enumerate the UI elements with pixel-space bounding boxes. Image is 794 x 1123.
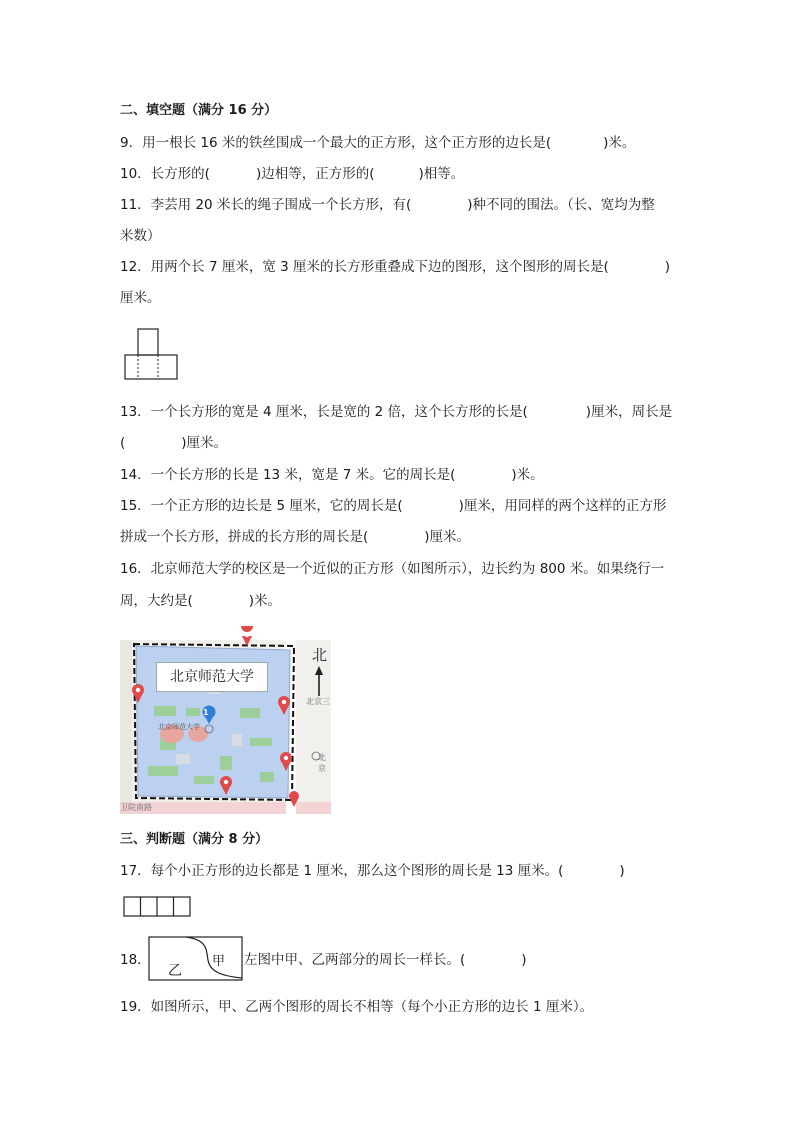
north-arrow-head [315,666,323,675]
q14-text-end: )米。 [511,467,544,483]
question-15 [120,497,666,515]
question-13-cont [120,434,227,452]
campus-map [120,626,331,814]
q18-text: 左图中甲、乙两部分的周长一样长。( [244,952,466,968]
q10-text-end: )相等。 [418,166,465,182]
question-12-cont: 厘米。 [120,290,161,306]
q13-text: 13．一个长方形的宽是 4 厘米，长是宽的 2 倍，这个长方形的长是( [120,404,528,420]
question-17 [120,862,625,880]
question-15-cont [120,528,470,546]
jia-label: 甲 [212,954,226,969]
question-10 [120,165,464,183]
q11-text-end: )种不同的围法。（长、宽均为整 [467,197,655,213]
q15-text-end: )厘米，用同样的两个这样的正方形 [458,498,667,514]
campus-map-text: 北京师范大学 [158,723,200,731]
map-marker-icon [241,626,253,646]
jia-yi-figure [148,936,244,982]
q14-text: 14．一个长方形的长是 13 米，宽是 7 米。它的周长是( [120,467,456,483]
green-block [148,766,178,776]
q15-text-end2: )厘米。 [424,529,471,545]
question-11-cont: 米数） [120,228,161,244]
yi-label: 乙 [168,963,182,979]
road-top [120,626,331,640]
question-12 [120,258,670,276]
marker-number: 1 [203,708,209,717]
top-rect-part [138,329,158,355]
jia-yi-shape [148,936,244,982]
question-16: 16．北京师范大学的校区是一个近似的正方形（如图所示），边长约为 800 米。如果绕行一 [120,561,665,577]
green-block [240,708,260,718]
road-label-bottom: 卫院南路 [120,803,152,812]
question-19: 19．如图所示，甲、乙两个图形的周长不相等（每个小正方形的边长 1 厘米）。 [120,999,594,1015]
question-16-cont [120,592,281,610]
bottom-rect [125,355,177,379]
four-squares-figure [123,896,193,918]
road-label-right-2: 北京 [318,753,326,773]
map-graphic [120,626,331,814]
question-11 [120,196,655,214]
road-label-right: 北京三 [306,697,330,706]
q12-text: 12．用两个长 7 厘米，宽 3 厘米的长方形重叠成下边的图形，这个图形的周长是( [120,259,609,275]
map-label-box: 北京师范大学 [156,662,268,692]
q15-text-2: 拼成一个长方形，拼成的长方形的周长是( [120,529,369,545]
q17-text: 17．每个小正方形的边长都是 1 厘米，那么这个图形的周长是 13 厘米。( [120,863,564,879]
q10-text-mid: )边相等，正方形的( [255,166,375,182]
outer-rect [149,937,242,980]
building-block [232,734,242,746]
section2-title: 二、填空题（满分 16 分） [120,103,278,118]
green-block [154,706,176,716]
q9-text: 9．用一根长 16 米的铁丝围成一个最大的正方形，这个正方形的边长是( [120,135,552,151]
green-block [194,776,214,784]
q12-paren: ) [664,259,671,275]
green-block [250,738,272,746]
question-13 [120,403,672,421]
overlap-rectangles-figure [124,328,180,382]
road-left [120,640,132,802]
q16-text-end: )米。 [248,593,282,609]
q13-paren-open: ( [120,435,126,451]
question-18-num: 18． [120,952,151,968]
question-18 [244,951,527,969]
q16-text: 周，大约是( [120,593,193,609]
north-label: 北 [312,646,328,664]
green-block [260,772,274,782]
q17-paren: ) [619,863,625,879]
question-9 [120,134,635,152]
section3-title: 三、判断题（满分 8 分） [120,832,269,847]
question-14 [120,466,544,484]
green-block [186,708,200,716]
building-block [176,754,190,764]
green-block [220,756,232,770]
q11-text: 11．李芸用 20 米长的绳子围成一个长方形，有( [120,197,412,213]
q9-text-end: )米。 [603,135,636,151]
q13-text-end: )厘米，周长是 [585,404,673,420]
q15-text: 15．一个正方形的边长是 5 厘米，它的周长是( [120,498,403,514]
q13-text-end2: )厘米。 [181,435,228,451]
q10-text: 10．长方形的( [120,166,210,182]
q18-paren: ) [521,952,527,968]
